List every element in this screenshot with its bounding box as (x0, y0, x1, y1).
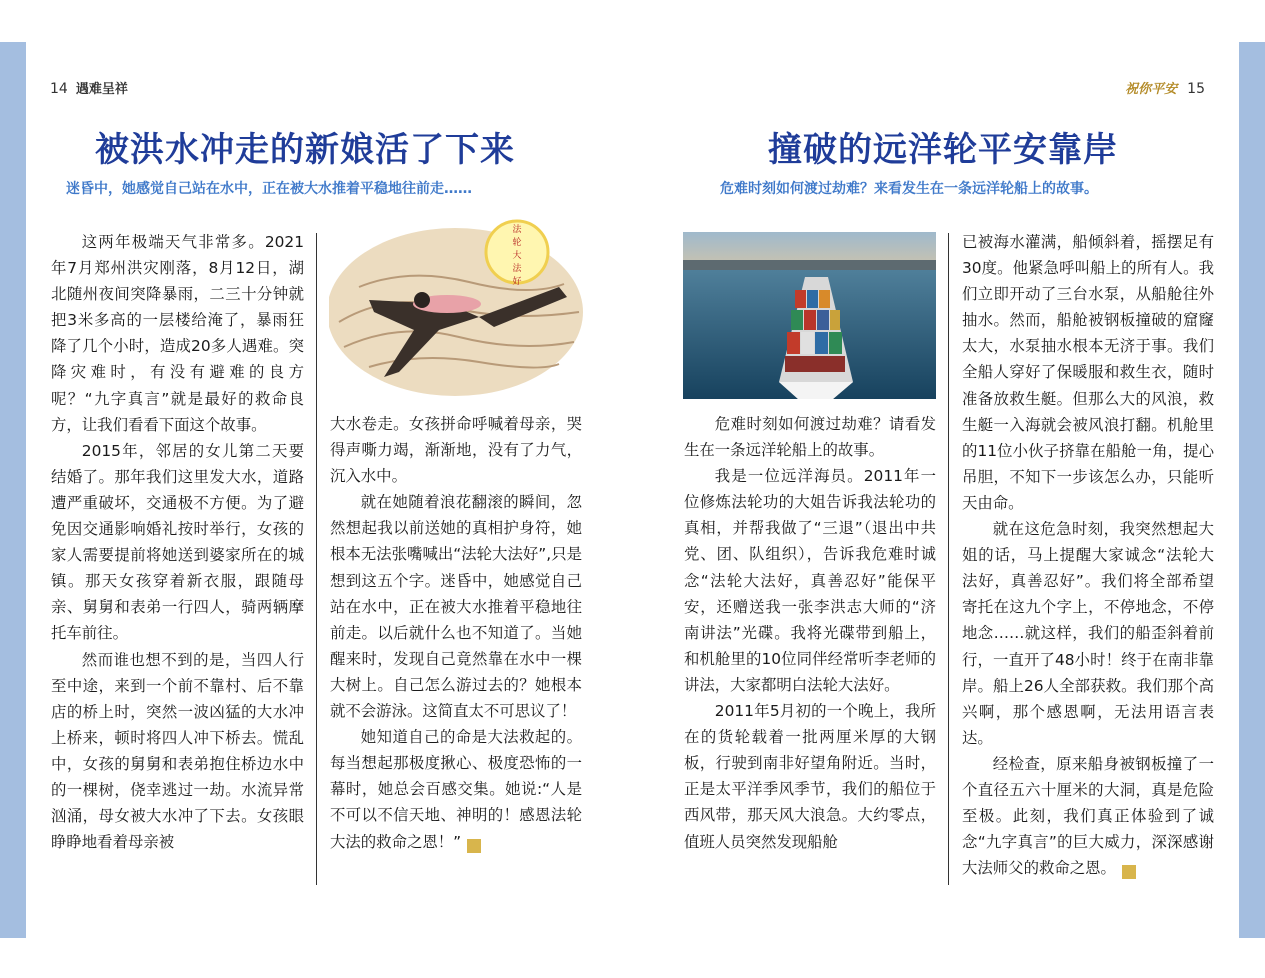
paragraph: 已被海水灌满，船倾斜着，摇摆足有30度。他紧急呼叫船上的所有人。我们立即开动了三台水泵，从船舱往外抽水。然而，船舱被钢板撞破的窟窿太大，水泵抽水根本无济于事。我们全船人穿好了保暖服和救生衣，随时准备放救生艇。但那么大的风浪，救生艇一入海就会被风浪打翻。机舱里的11位小伙子挤靠在船舱一角，提心吊胆，不知下一步该怎么办，只能听天由命。 (962, 233, 1214, 512)
svg-text:法: 法 (512, 225, 522, 235)
paragraph: 2015年，邻居的女儿第二天要结婚了。那年我们这里发大水，道路遭严重破坏，交通极不方便。为了避免因交通影响婚礼按时举行，女孩的家人需要提前将她送到婆家所在的城镇。那天女孩穿着新衣服，跟随母亲、舅舅和表弟一行四人，骑两辆摩托车前往。 (51, 441, 304, 643)
paragraph: 2011年5月初的一个晚上，我所在的货轮载着一批两厘米厚的大钢板，行驶到南非好望角附近。当时，正是太平洋季风季节，我们的船位于西风带，那天风大浪急。大约零点，值班人员突然发现船舱 (684, 702, 936, 851)
right-page-number: 15 (1187, 81, 1205, 97)
cargo-ship-photo (683, 232, 936, 399)
left-section-name: 遇难呈祥 (75, 82, 128, 97)
right-page-header (1125, 78, 1205, 97)
paragraph: 危难时刻如何渡过劫难？请看发生在一条远洋轮船上的故事。 (684, 415, 936, 460)
paragraph-text: 她知道自己的命是大法救起的。每当想起那极度揪心、极度恐怖的一幕时，她总会百感交集。她说:“人是不可以不信天地、神明的！感恩法轮大法的救命之恩！” (330, 728, 582, 851)
flood-illustration (329, 212, 591, 405)
left-article-subtitle: 迷昏中，她感觉自己站在水中，正在被大水推着平稳地往前走…… (66, 181, 472, 197)
right-article-column-2 (962, 229, 1214, 881)
right-article-column-1 (684, 411, 936, 855)
left-page-header (50, 78, 128, 97)
paragraph: 就在这危急时刻，我突然想起大姐的话，马上提醒大家诚念“法轮大法好，真善忍好”。我们将全部希望寄托在这九个字上，不停地念，不停地念……就这样，我们的船歪斜着前行，一直开了48小时！终于在南非靠岸。船上26人全部获救。我们那个高兴啊，那个感恩啊，无法用语言表达。 (962, 520, 1214, 747)
svg-text:轮: 轮 (512, 238, 522, 248)
paragraph (962, 751, 1214, 881)
paragraph-text: 经检查，原来船身被钢板撞了一个直径五六十厘米的大洞，真是危险至极。此刻，我们真正体验到了诚念“九字真言”的巨大威力，深深感谢大法师父的救命之恩。 (962, 754, 1214, 878)
paragraph: 这两年极端天气非常多。2021年7月郑州洪灾刚落，8月12日，湖北随州夜间突降暴雨，二三十分钟就把3米多高的一层楼给淹了，暴雨狂降了几个小时，造成20多人遇难。突降灾难时，有没有避难的良方呢？“九字真言”就是最好的救命良方，让我们看看下面这个故事。 (51, 233, 304, 434)
column-divider (948, 233, 949, 885)
right-section-name: 祝你平安 (1125, 82, 1178, 97)
paragraph: 就在她随着浪花翻滚的瞬间，忽然想起我以前送她的真相护身符，她根本无法张嘴喊出“法轮大法好”,只是想到这五个字。迷昏中，她感觉自己站在水中，正在被大水推着平稳地往前走。以后就什么也不知道了。当她醒来时，发现自己竟然靠在水中一棵大树上。自己怎么游过去的？她根本就不会游泳。这简直太不可思议了！ (330, 493, 582, 721)
paragraph: 大水卷走。女孩拼命呼喊着母亲，哭得声嘶力竭，渐渐地，没有了力气，沉入水中。 (330, 415, 582, 486)
right-article-title: 撞破的远洋轮平安靠岸 (768, 130, 1118, 170)
end-mark-icon: 平 (467, 839, 481, 853)
svg-text:好: 好 (512, 277, 522, 287)
paragraph: 我是一位远洋海员。2011年一位修炼法轮功的大姐告诉我法轮功的真相，并帮我做了“三退”（退出中共党、团、队组织），告诉我危难时诚念“法轮大法好，真善忍好”能保平安，还赠送我一张李洪志大师的“济南讲法”光碟。我将光碟带到船上，和机舱里的10位同伴经常听李老师的讲法，大家都明白法轮大法好。 (684, 467, 936, 694)
column-divider (316, 233, 317, 885)
left-article-column-1 (51, 229, 304, 855)
left-edge-bar (0, 42, 26, 938)
paragraph: 然而谁也想不到的是，当四人行至中途，来到一个前不靠村、后不靠店的桥上时，突然一波凶猛的大水冲上桥来，顿时将四人冲下桥去。慌乱中，女孩的舅舅和表弟抱住桥边水中的一棵树，侥幸逃过一劫。水流异常汹涌，母女被大水冲了下去。女孩眼睁睁地看着母亲被 (51, 650, 304, 852)
paragraph (330, 724, 582, 854)
right-article-subtitle: 危难时刻如何渡过劫难？来看发生在一条远洋轮船上的故事。 (720, 181, 1098, 197)
left-page-number: 14 (50, 81, 68, 97)
left-article-title: 被洪水冲走的新娘活了下来 (95, 130, 515, 170)
end-mark-icon: 平 (1122, 865, 1136, 879)
svg-text:法: 法 (512, 264, 522, 274)
left-article-column-2 (330, 411, 582, 855)
svg-text:大: 大 (512, 251, 522, 261)
right-edge-bar (1239, 42, 1265, 938)
